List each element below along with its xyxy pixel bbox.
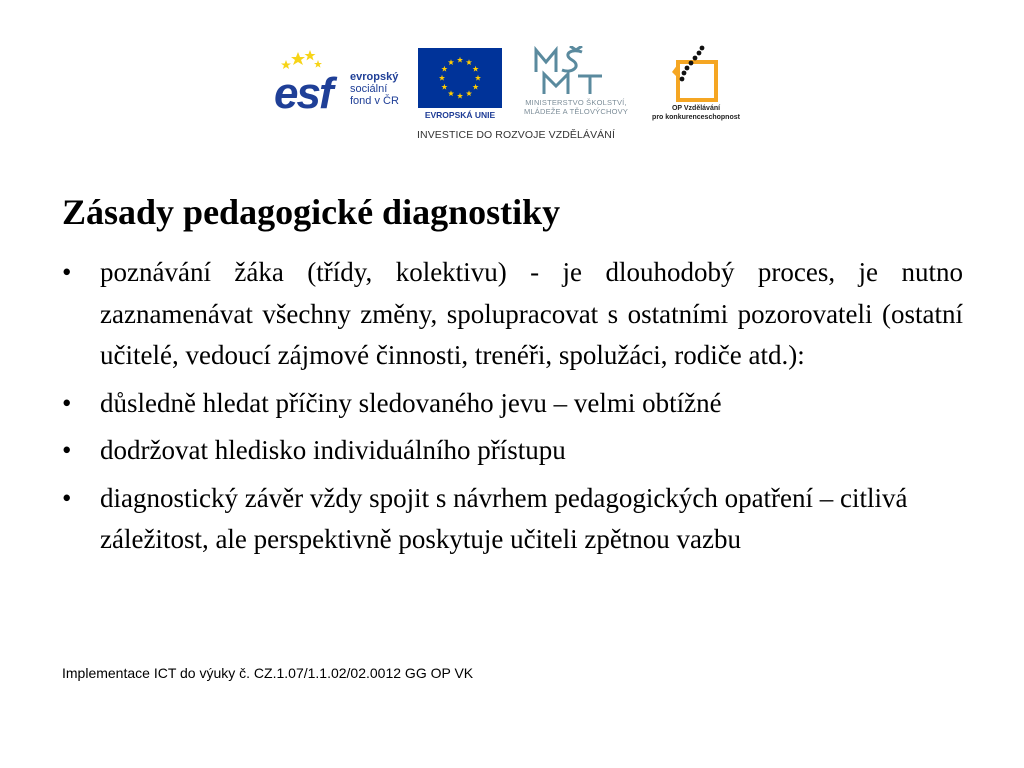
bullet-item-2 — [62, 383, 963, 425]
eu-flag-icon — [418, 48, 502, 108]
msmt-label-line-1: MINISTERSTVO ŠKOLSTVÍ, — [525, 98, 627, 107]
bullet-item-3 — [62, 430, 963, 472]
msmt-logo — [532, 46, 604, 96]
bullet-marker: • — [62, 482, 72, 513]
bullet-text-1: poznávání žáka (třídy, kolektivu) - je dlouhodobý proces, je nutno zaznamenávat všechny změny, spolupracovat s ostatními pozorovateli (ostatní učitelé, vedoucí zájmové činnosti, trenéři, spolužáci, rodiče atd.): — [100, 257, 963, 370]
msmt-label-line-2: MLÁDEŽE A TĚLOVÝCHOVY — [523, 107, 629, 116]
op-label — [644, 104, 748, 122]
op-label-line-1: OP Vzdělávání — [671, 105, 721, 112]
op-label-line-2: pro konkurenceschopnost — [652, 114, 740, 121]
esf-mark: esf — [274, 69, 332, 112]
esf-star-icon — [281, 50, 322, 69]
page-title: Zásady pedagogické diagnostiky — [62, 192, 561, 232]
esf-line-2: sociální — [350, 83, 388, 95]
bullet-marker: • — [62, 387, 72, 418]
bullet-text-2: důsledně hledat příčiny sledovaného jevu – velmi obtížné — [100, 387, 722, 418]
investice-label: INVESTICE DO ROZVOJE VZDĚLÁVÁNÍ — [417, 129, 615, 141]
footer-text: Implementace ICT do výuky č. CZ.1.07/1.1.02/02.0012 GG OP VK — [62, 665, 474, 681]
op-logo — [666, 44, 728, 106]
esf-line-1: evropský — [350, 71, 399, 83]
bullet-item-1 — [62, 252, 963, 377]
bullet-text-3: dodržovat hledisko individuálního přístupu — [100, 435, 566, 465]
bullet-marker: • — [62, 435, 72, 465]
bullet-text-4: diagnostický závěr vždy spojit s návrhem pedagogických opatření – citlivá záležitost, ale perspektivně poskytuje učiteli zpětnou vazbu — [100, 482, 908, 554]
msmt-label — [506, 98, 646, 116]
bullet-item-4 — [62, 478, 963, 561]
esf-logo — [272, 48, 408, 112]
eu-label: EVROPSKÁ UNIE — [424, 110, 496, 120]
esf-line-3: fond v ČR — [350, 95, 399, 107]
bullet-marker: • — [62, 257, 72, 287]
bullet-list — [62, 252, 963, 567]
logo-strip — [272, 44, 748, 148]
